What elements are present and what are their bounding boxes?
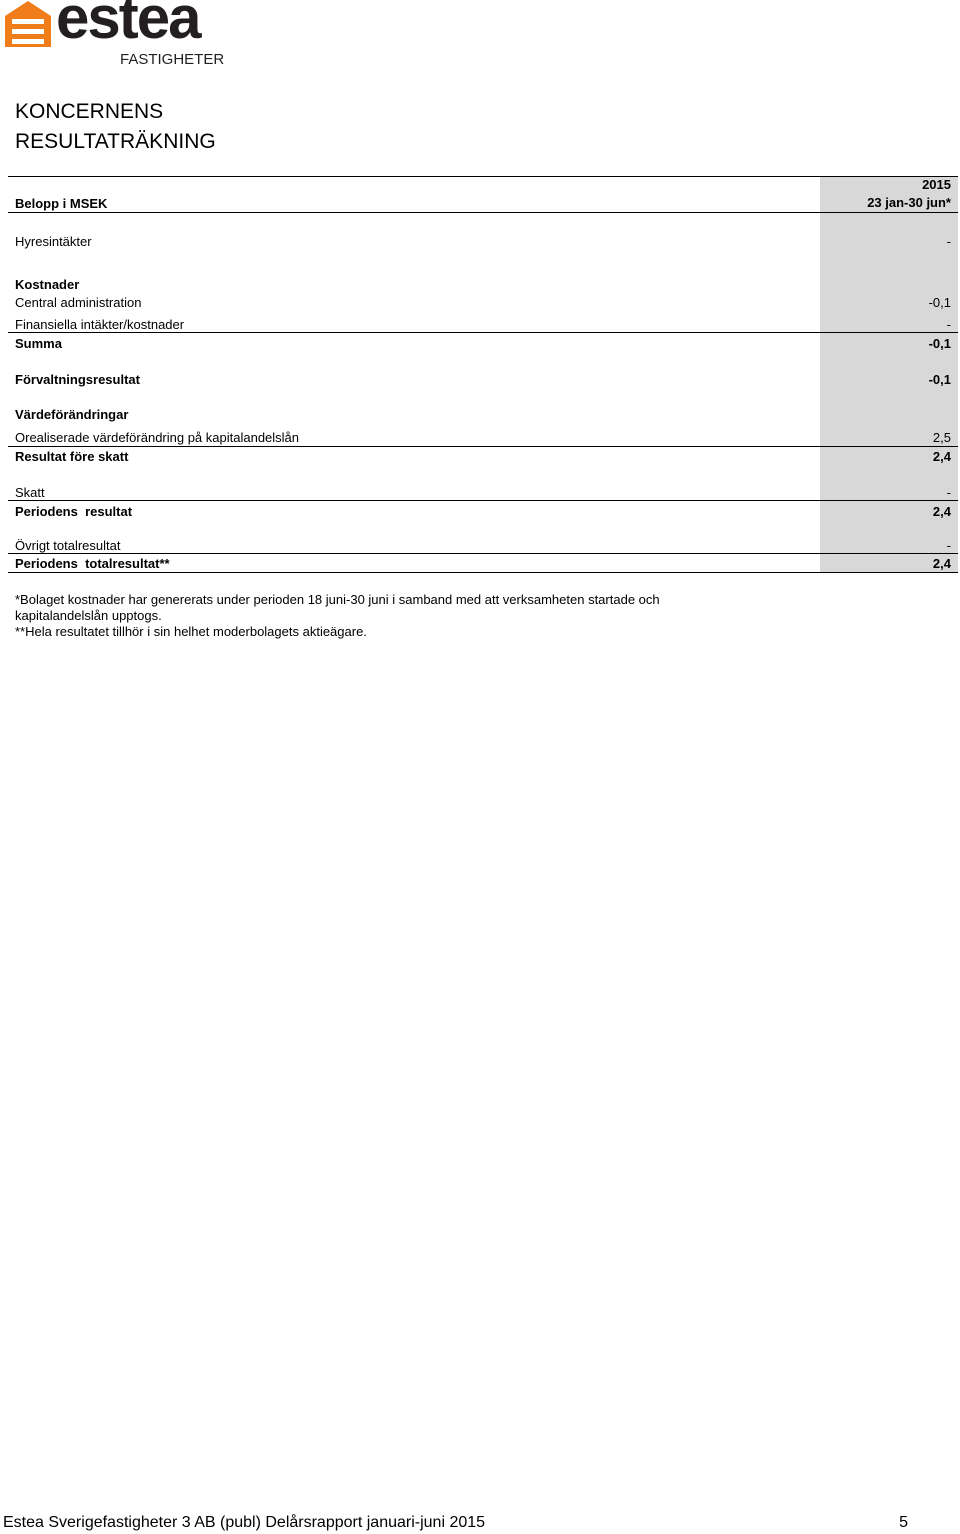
row-value: 2,4 [932, 449, 951, 464]
column-year: 2015 [922, 177, 951, 192]
row-vardeforandringar-heading [0, 406, 960, 424]
row-value: - [946, 538, 951, 553]
row-value: 2,5 [932, 430, 951, 445]
row-periodens-totalresultat [0, 555, 960, 573]
row-skatt [0, 484, 960, 502]
logo-wordmark: estea [56, 0, 200, 51]
row-label: Finansiella intäkter/kostnader [15, 317, 185, 332]
row-value: - [946, 234, 951, 249]
row-label: Orealiserade värdeförändring på kapitalandelslån [15, 430, 300, 445]
row-hyresintakter [0, 233, 960, 251]
header-rule [8, 212, 958, 213]
section-heading: Kostnader [15, 277, 80, 292]
page-footer [3, 1512, 908, 1534]
row-value: - [946, 485, 951, 500]
row-resultat-fore-skatt [0, 448, 960, 466]
row-label: Skatt [15, 485, 45, 500]
footnotes [15, 592, 735, 640]
row-summa [0, 335, 960, 353]
row-value: -0,1 [928, 372, 951, 387]
row-finansiella [0, 316, 960, 334]
row-label: Summa [15, 336, 62, 351]
row-forvaltningsresultat [0, 371, 960, 389]
footer-text: Estea Sverigefastigheter 3 AB (publ) Delårsrapport januari-juni 2015 [3, 1514, 486, 1531]
row-label: Förvaltningsresultat [15, 372, 140, 387]
row-central-administration [0, 294, 960, 312]
page-number: 5 [899, 1514, 908, 1531]
row-label: Periodens resultat [15, 504, 133, 519]
row-orealiserade [0, 429, 960, 447]
row-value: 2,4 [932, 504, 951, 519]
page-title-line2: RESULTATRÄKNING [15, 130, 216, 153]
page-title [15, 97, 415, 157]
row-label: Periodens totalresultat** [15, 556, 170, 571]
row-label: Resultat före skatt [15, 449, 129, 464]
row-ovrigt-totalresultat [0, 537, 960, 555]
row-value: -0,1 [928, 295, 951, 310]
table-top-rule [8, 176, 958, 177]
footnote-1: *Bolaget kostnader har genererats under perioden 18 juni-30 juni i samband med att verksamheten startade och kapitalandelslån upptogs. [15, 592, 660, 623]
unit-label: Belopp i MSEK [15, 196, 108, 211]
row-label: Central administration [15, 295, 142, 310]
logo-subtitle: FASTIGHETER [120, 51, 225, 68]
footnote-2: **Hela resultatet tillhör i sin helhet moderbolagets aktieägare. [15, 624, 367, 639]
row-value: -0,1 [928, 336, 951, 351]
section-heading: Värdeförändringar [15, 407, 129, 422]
company-logo [4, 0, 234, 70]
house-logo-icon [4, 0, 52, 48]
row-value: 2,4 [932, 556, 951, 571]
column-period: 23 jan-30 jun* [867, 195, 951, 210]
row-value: - [946, 317, 951, 332]
row-label: Hyresintäkter [15, 234, 92, 249]
row-label: Övrigt totalresultat [15, 538, 121, 553]
row-periodens-resultat [0, 503, 960, 521]
page-title-line1: KONCERNENS [15, 100, 164, 123]
row-kostnader-heading [0, 276, 960, 294]
